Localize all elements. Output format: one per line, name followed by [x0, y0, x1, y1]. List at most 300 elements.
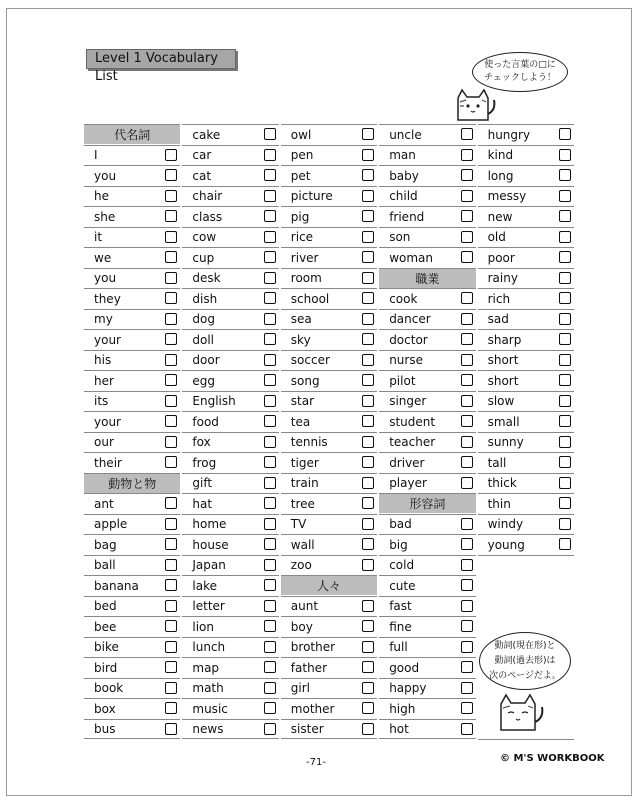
vocab-row[interactable]: [281, 493, 377, 513]
vocab-row[interactable]: [84, 637, 180, 657]
checkbox[interactable]: [165, 210, 177, 222]
vocab-row[interactable]: [182, 678, 278, 698]
checkbox[interactable]: [362, 272, 374, 284]
checkbox[interactable]: [559, 497, 571, 509]
vocab-word: cook: [389, 291, 418, 306]
vocab-row[interactable]: [182, 411, 278, 431]
checkbox[interactable]: [165, 497, 177, 509]
checkbox[interactable]: [362, 210, 374, 222]
vocab-row[interactable]: [478, 268, 574, 288]
checkbox[interactable]: [165, 272, 177, 284]
vocab-word: hungry: [487, 127, 531, 142]
checkbox[interactable]: [165, 559, 177, 571]
vocab-row[interactable]: [84, 309, 180, 329]
vocab-word: tennis: [290, 435, 328, 449]
vocab-row[interactable]: [281, 555, 377, 575]
vocab-row[interactable]: [182, 247, 278, 267]
vocab-row[interactable]: [281, 309, 377, 329]
checkbox[interactable]: [559, 210, 571, 222]
vocab-row[interactable]: [379, 206, 475, 226]
vocab-row[interactable]: [281, 719, 377, 739]
vocab-row[interactable]: [84, 452, 180, 472]
vocab-word: chair: [192, 189, 223, 203]
vocab-row[interactable]: [379, 719, 475, 739]
checkbox[interactable]: [165, 579, 177, 591]
vocab-row[interactable]: [478, 309, 574, 329]
checkbox[interactable]: [264, 313, 276, 325]
checkbox[interactable]: [264, 169, 276, 181]
vocab-row[interactable]: [84, 227, 180, 247]
vocab-row[interactable]: [182, 534, 278, 554]
checkbox[interactable]: [165, 723, 177, 735]
vocab-word: house: [192, 537, 229, 552]
vocab-row[interactable]: [379, 329, 475, 349]
checkbox[interactable]: [264, 477, 276, 489]
vocab-row[interactable]: [379, 514, 475, 534]
vocab-row[interactable]: [281, 411, 377, 431]
vocab-row[interactable]: [379, 247, 475, 267]
vocab-row[interactable]: [281, 288, 377, 308]
checkbox[interactable]: [264, 272, 276, 284]
vocab-word: fine: [389, 619, 412, 634]
vocab-row[interactable]: [281, 432, 377, 452]
vocab-row[interactable]: [478, 145, 574, 165]
vocab-row[interactable]: [379, 227, 475, 247]
vocab-row[interactable]: [379, 309, 475, 329]
checkbox[interactable]: [165, 149, 177, 161]
checkbox[interactable]: [165, 620, 177, 632]
vocab-row[interactable]: [84, 596, 180, 616]
vocab-row[interactable]: [84, 329, 180, 349]
checkbox[interactable]: [264, 128, 276, 140]
vocab-row[interactable]: [379, 534, 475, 554]
vocab-row[interactable]: [84, 719, 180, 739]
checkbox[interactable]: [559, 292, 571, 304]
checkbox[interactable]: [559, 518, 571, 530]
checkbox[interactable]: [264, 415, 276, 427]
vocab-row[interactable]: [182, 186, 278, 206]
vocab-word: desk: [192, 271, 221, 285]
vocab-row[interactable]: [182, 637, 278, 657]
vocab-row[interactable]: [84, 411, 180, 431]
checkbox[interactable]: [264, 354, 276, 366]
checkbox[interactable]: [264, 210, 276, 222]
checkbox[interactable]: [264, 190, 276, 202]
checkbox[interactable]: [461, 374, 473, 386]
category-header: [379, 268, 475, 288]
checkbox[interactable]: [165, 415, 177, 427]
vocab-row[interactable]: [84, 206, 180, 226]
checkbox[interactable]: [362, 169, 374, 181]
checkbox[interactable]: [165, 641, 177, 653]
checkbox[interactable]: [264, 231, 276, 243]
checkbox[interactable]: [165, 518, 177, 530]
vocab-row[interactable]: [84, 165, 180, 185]
vocab-row[interactable]: [379, 411, 475, 431]
vocab-row[interactable]: [84, 575, 180, 595]
checkbox[interactable]: [559, 251, 571, 263]
checkbox[interactable]: [165, 354, 177, 366]
vocab-row[interactable]: [478, 370, 574, 390]
checkbox[interactable]: [362, 620, 374, 632]
checkbox[interactable]: [559, 231, 571, 243]
vocab-row[interactable]: [281, 268, 377, 288]
vocab-row[interactable]: [84, 616, 180, 636]
vocab-word: driver: [389, 455, 425, 470]
vocab-row[interactable]: [281, 124, 377, 144]
checkbox[interactable]: [264, 661, 276, 673]
vocab-row[interactable]: [478, 432, 574, 452]
vocab-word: bee: [94, 619, 117, 634]
vocab-row[interactable]: [182, 329, 278, 349]
vocab-row[interactable]: [379, 698, 475, 718]
checkbox[interactable]: [461, 436, 473, 448]
checkbox[interactable]: [264, 251, 276, 263]
checkbox[interactable]: [165, 395, 177, 407]
vocab-word: doll: [192, 332, 215, 347]
vocab-row[interactable]: [281, 186, 377, 206]
vocab-row[interactable]: [84, 268, 180, 288]
vocab-row[interactable]: [379, 370, 475, 390]
checkbox[interactable]: [461, 210, 473, 222]
checkbox[interactable]: [264, 600, 276, 612]
checkbox[interactable]: [362, 702, 374, 714]
checkbox[interactable]: [461, 231, 473, 243]
checkbox[interactable]: [461, 251, 473, 263]
vocab-row[interactable]: [182, 555, 278, 575]
checkbox[interactable]: [559, 190, 571, 202]
checkbox[interactable]: [362, 497, 374, 509]
vocab-row[interactable]: [84, 391, 180, 411]
vocab-row[interactable]: [379, 452, 475, 472]
checkbox[interactable]: [165, 538, 177, 550]
vocab-row[interactable]: [281, 247, 377, 267]
checkbox[interactable]: [362, 354, 374, 366]
vocab-row[interactable]: [182, 288, 278, 308]
checkbox[interactable]: [559, 395, 571, 407]
checkbox[interactable]: [362, 231, 374, 243]
checkbox[interactable]: [559, 374, 571, 386]
checkbox[interactable]: [461, 292, 473, 304]
checkbox[interactable]: [559, 128, 571, 140]
vocab-row[interactable]: [379, 432, 475, 452]
vocab-row[interactable]: [478, 247, 574, 267]
vocab-row[interactable]: [478, 329, 574, 349]
vocab-word: food: [192, 414, 219, 429]
checkbox[interactable]: [362, 477, 374, 489]
checkbox[interactable]: [264, 292, 276, 304]
vocab-word: small: [487, 414, 520, 429]
vocab-row[interactable]: [379, 678, 475, 698]
vocab-word: sunny: [487, 435, 524, 449]
vocab-row[interactable]: [281, 165, 377, 185]
vocab-row[interactable]: [182, 165, 278, 185]
checkbox[interactable]: [264, 559, 276, 571]
checkbox[interactable]: [461, 518, 473, 530]
vocab-row[interactable]: [281, 698, 377, 718]
vocab-row[interactable]: [478, 411, 574, 431]
checkbox[interactable]: [559, 354, 571, 366]
checkbox[interactable]: [362, 333, 374, 345]
vocab-row[interactable]: [182, 350, 278, 370]
vocab-row[interactable]: [379, 145, 475, 165]
vocab-row[interactable]: [281, 678, 377, 698]
vocab-row[interactable]: [379, 124, 475, 144]
vocab-row[interactable]: [281, 534, 377, 554]
checkbox[interactable]: [264, 641, 276, 653]
vocab-row[interactable]: [84, 493, 180, 513]
checkbox[interactable]: [559, 169, 571, 181]
vocab-row[interactable]: [84, 678, 180, 698]
vocab-row[interactable]: [84, 514, 180, 534]
vocab-row[interactable]: [379, 391, 475, 411]
vocab-row[interactable]: [182, 616, 278, 636]
checkbox[interactable]: [461, 128, 473, 140]
vocab-row[interactable]: [478, 165, 574, 185]
vocab-row[interactable]: [182, 268, 278, 288]
vocab-row[interactable]: [84, 657, 180, 677]
vocab-word: his: [94, 353, 112, 367]
checkbox[interactable]: [461, 702, 473, 714]
vocab-row[interactable]: [84, 247, 180, 267]
checkbox[interactable]: [362, 641, 374, 653]
checkbox[interactable]: [362, 415, 374, 427]
vocab-row[interactable]: [379, 596, 475, 616]
checkbox[interactable]: [264, 333, 276, 345]
vocab-row[interactable]: [478, 534, 574, 554]
vocab-row[interactable]: [182, 698, 278, 718]
checkbox[interactable]: [362, 559, 374, 571]
checkbox[interactable]: [165, 231, 177, 243]
checkbox[interactable]: [461, 600, 473, 612]
checkbox[interactable]: [264, 456, 276, 468]
checkbox[interactable]: [362, 661, 374, 673]
vocab-row[interactable]: [379, 473, 475, 493]
checkbox[interactable]: [559, 456, 571, 468]
checkbox[interactable]: [461, 579, 473, 591]
checkbox[interactable]: [559, 436, 571, 448]
checkbox[interactable]: [461, 477, 473, 489]
checkbox[interactable]: [264, 395, 276, 407]
vocab-row[interactable]: [281, 370, 377, 390]
checkbox[interactable]: [264, 682, 276, 694]
vocab-row[interactable]: [478, 514, 574, 534]
bubble-line: 次のページだよ。: [489, 671, 561, 681]
vocab-row[interactable]: [478, 473, 574, 493]
vocab-row[interactable]: [182, 370, 278, 390]
vocab-row[interactable]: [478, 186, 574, 206]
vocab-row[interactable]: [84, 432, 180, 452]
vocab-row[interactable]: [182, 493, 278, 513]
checkbox[interactable]: [264, 723, 276, 735]
vocab-row[interactable]: [281, 473, 377, 493]
checkbox[interactable]: [362, 600, 374, 612]
vocab-row[interactable]: [379, 555, 475, 575]
checkbox[interactable]: [461, 313, 473, 325]
vocab-row[interactable]: [281, 452, 377, 472]
vocab-word: pen: [290, 148, 314, 162]
checkbox[interactable]: [165, 456, 177, 468]
checkbox[interactable]: [264, 497, 276, 509]
checkbox[interactable]: [559, 538, 571, 550]
vocab-row[interactable]: [281, 350, 377, 370]
vocab-row[interactable]: [182, 432, 278, 452]
vocab-word: cake: [192, 127, 221, 142]
category-header: [281, 575, 377, 595]
checkbox[interactable]: [461, 682, 473, 694]
vocab-row[interactable]: [84, 534, 180, 554]
checkbox[interactable]: [165, 682, 177, 694]
vocab-row[interactable]: [281, 637, 377, 657]
checkbox[interactable]: [165, 600, 177, 612]
vocab-word: lake: [192, 578, 217, 593]
vocab-row[interactable]: [182, 391, 278, 411]
vocab-row[interactable]: [182, 514, 278, 534]
vocab-row[interactable]: [281, 206, 377, 226]
checkbox[interactable]: [461, 354, 473, 366]
vocab-row[interactable]: [84, 288, 180, 308]
checkbox[interactable]: [264, 620, 276, 632]
checkbox[interactable]: [165, 313, 177, 325]
vocab-word: news: [192, 721, 224, 736]
checkbox[interactable]: [165, 190, 177, 202]
checkbox[interactable]: [461, 620, 473, 632]
vocab-row[interactable]: [379, 165, 475, 185]
checkbox[interactable]: [362, 682, 374, 694]
checkbox[interactable]: [165, 661, 177, 673]
vocab-row[interactable]: [281, 657, 377, 677]
checkbox[interactable]: [165, 333, 177, 345]
checkbox[interactable]: [165, 436, 177, 448]
checkbox[interactable]: [362, 374, 374, 386]
checkbox[interactable]: [362, 149, 374, 161]
checkbox[interactable]: [264, 518, 276, 530]
checkbox[interactable]: [362, 456, 374, 468]
checkbox[interactable]: [461, 559, 473, 571]
checkbox[interactable]: [559, 313, 571, 325]
checkbox[interactable]: [461, 169, 473, 181]
vocab-row[interactable]: [281, 514, 377, 534]
vocab-row[interactable]: [182, 452, 278, 472]
vocab-row[interactable]: [379, 350, 475, 370]
checkbox[interactable]: [362, 313, 374, 325]
vocab-row[interactable]: [379, 288, 475, 308]
checkbox[interactable]: [362, 292, 374, 304]
vocab-row[interactable]: [84, 555, 180, 575]
vocab-row[interactable]: [281, 616, 377, 636]
vocab-row[interactable]: [379, 616, 475, 636]
vocab-row[interactable]: [478, 227, 574, 247]
checkbox[interactable]: [165, 374, 177, 386]
checkbox[interactable]: [559, 333, 571, 345]
vocab-row[interactable]: [182, 473, 278, 493]
vocab-word: star: [290, 394, 315, 408]
vocab-row[interactable]: [182, 124, 278, 144]
checkbox[interactable]: [362, 436, 374, 448]
vocab-row[interactable]: [478, 493, 574, 513]
vocab-row[interactable]: [281, 227, 377, 247]
checkbox[interactable]: [461, 149, 473, 161]
vocab-row[interactable]: [182, 657, 278, 677]
vocab-row[interactable]: [281, 596, 377, 616]
checkbox[interactable]: [559, 272, 571, 284]
vocab-word: English: [192, 394, 236, 408]
checkbox[interactable]: [362, 128, 374, 140]
checkbox[interactable]: [264, 149, 276, 161]
vocab-row[interactable]: [379, 575, 475, 595]
vocab-row[interactable]: [84, 370, 180, 390]
checkbox[interactable]: [264, 579, 276, 591]
checkbox[interactable]: [264, 436, 276, 448]
vocab-row[interactable]: [182, 206, 278, 226]
checkbox[interactable]: [165, 251, 177, 263]
vocab-row[interactable]: [379, 186, 475, 206]
checkbox[interactable]: [461, 661, 473, 673]
checkbox[interactable]: [165, 292, 177, 304]
checkbox[interactable]: [461, 456, 473, 468]
vocab-row[interactable]: [182, 227, 278, 247]
vocab-word: girl: [290, 681, 311, 695]
checkbox[interactable]: [461, 415, 473, 427]
checkbox[interactable]: [165, 169, 177, 181]
vocab-row[interactable]: [84, 698, 180, 718]
checkbox[interactable]: [461, 538, 473, 550]
vocab-row[interactable]: [478, 391, 574, 411]
vocab-row[interactable]: [84, 186, 180, 206]
vocab-row[interactable]: [478, 452, 574, 472]
checkbox[interactable]: [461, 395, 473, 407]
checkbox[interactable]: [264, 538, 276, 550]
vocab-row[interactable]: [84, 350, 180, 370]
checkbox[interactable]: [362, 518, 374, 530]
checkbox[interactable]: [264, 374, 276, 386]
checkbox[interactable]: [461, 723, 473, 735]
checkbox[interactable]: [362, 190, 374, 202]
vocab-row[interactable]: [84, 145, 180, 165]
checkbox[interactable]: [559, 415, 571, 427]
checkbox[interactable]: [461, 333, 473, 345]
vocab-row[interactable]: [182, 575, 278, 595]
checkbox[interactable]: [559, 477, 571, 489]
vocab-word: poor: [487, 250, 515, 265]
vocab-row[interactable]: [182, 596, 278, 616]
vocab-row[interactable]: [478, 206, 574, 226]
checkbox[interactable]: [559, 149, 571, 161]
vocab-row[interactable]: [379, 657, 475, 677]
checkbox[interactable]: [461, 190, 473, 202]
vocab-row[interactable]: [478, 124, 574, 144]
vocab-row[interactable]: [281, 329, 377, 349]
vocab-row[interactable]: [478, 350, 574, 370]
vocab-row[interactable]: [182, 719, 278, 739]
checkbox[interactable]: [362, 395, 374, 407]
bubble-line: 動詞(過去形)は: [494, 656, 556, 666]
checkbox[interactable]: [362, 723, 374, 735]
vocab-row[interactable]: [182, 145, 278, 165]
vocab-row[interactable]: [182, 309, 278, 329]
vocab-word: letter: [192, 599, 225, 613]
vocab-row[interactable]: [281, 391, 377, 411]
checkbox[interactable]: [461, 641, 473, 653]
checkbox[interactable]: [264, 702, 276, 714]
vocab-row[interactable]: [478, 288, 574, 308]
checkbox[interactable]: [165, 702, 177, 714]
vocab-row[interactable]: [379, 637, 475, 657]
checkbox[interactable]: [362, 251, 374, 263]
vocab-row[interactable]: [281, 145, 377, 165]
vocab-word: tiger: [290, 455, 319, 470]
checkbox[interactable]: [362, 538, 374, 550]
